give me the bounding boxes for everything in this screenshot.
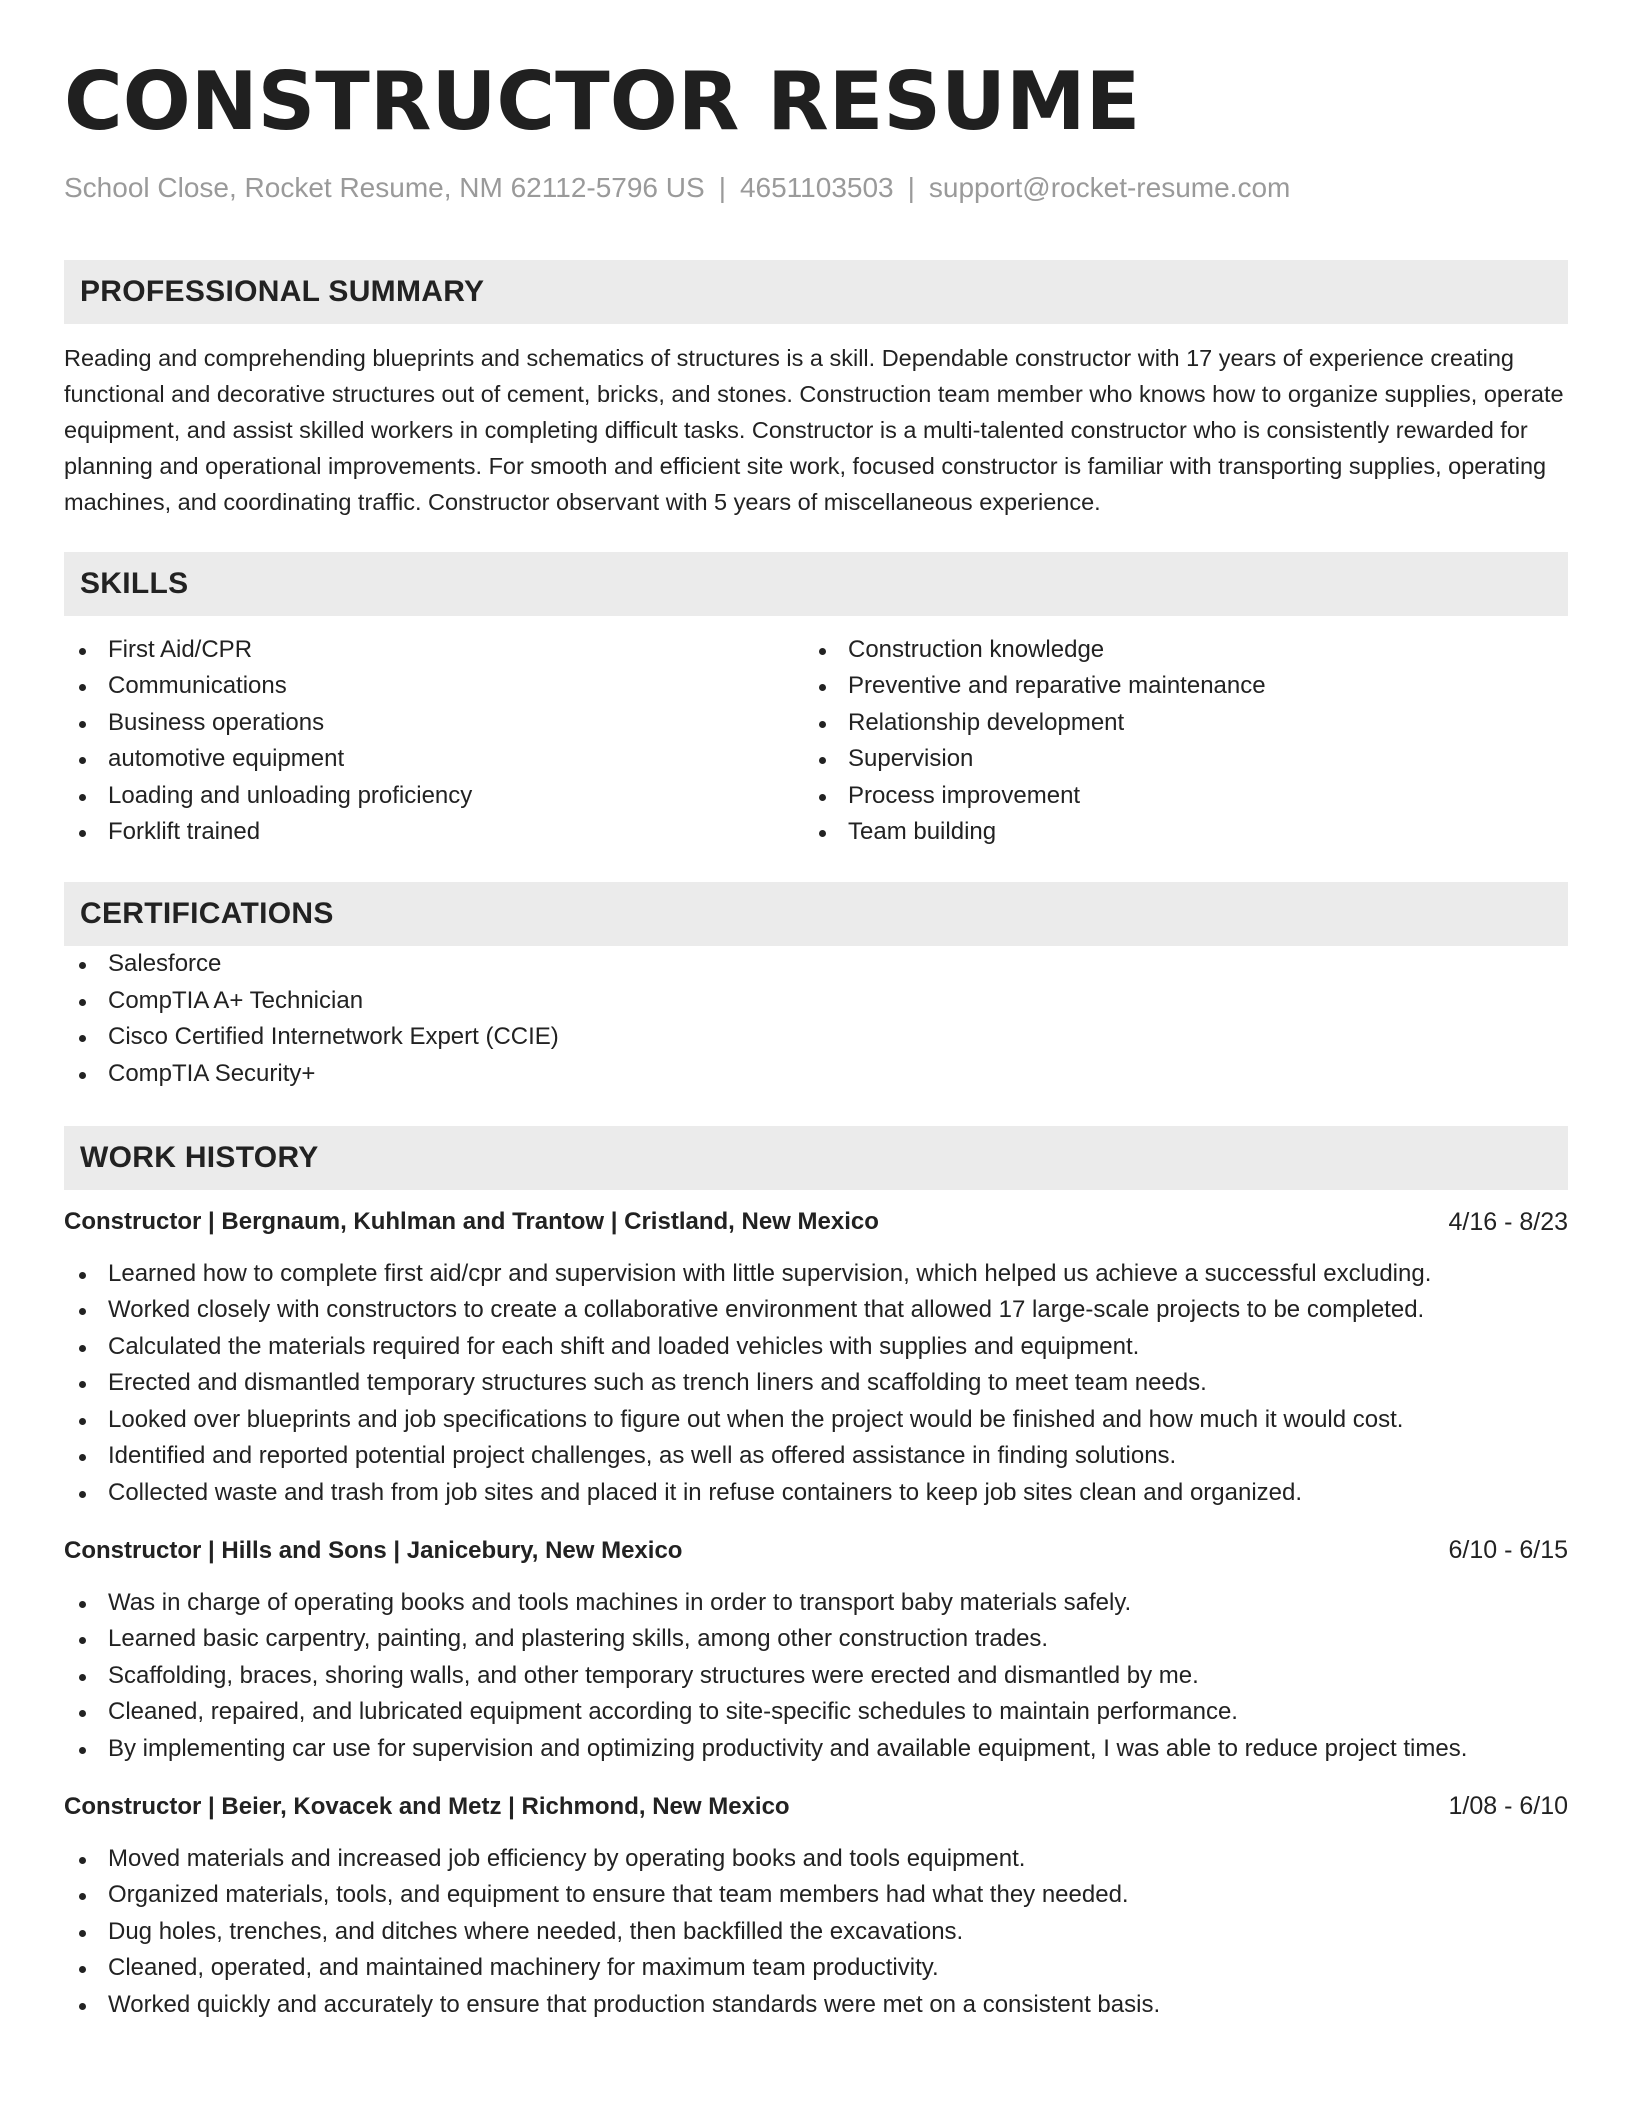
contact-separator: | xyxy=(718,172,726,203)
job-dates: 1/08 - 6/10 xyxy=(1448,1792,1568,1821)
email: support@rocket-resume.com xyxy=(928,172,1291,203)
skills-list-right xyxy=(804,632,1544,850)
list-item: Erected and dismantled temporary structures such as trench liners and scaffolding to meet team needs. xyxy=(64,1365,1568,1401)
job-title: Constructor | Beier, Kovacek and Metz | Richmond, New Mexico xyxy=(64,1792,790,1820)
summary-text: Reading and comprehending blueprints and schematics of structures is a skill. Dependable constructor with 17 years of experience creating functional and decorative structures out of cement, bricks, and stones. Construction team member who knows how to organize supplies, operate equipment, and assist skilled workers in completing difficult tasks. Constructor is a multi-talented constructor who is consistently rewarded for planning and operational improvements. For smooth and efficient site work, focused constructor is familiar with transporting supplies, operating machines, and coordinating traffic. Constructor observant with 5 years of miscellaneous experience. xyxy=(64,345,1564,515)
list-item: Collected waste and trash from job sites and placed it in refuse containers to keep job sites clean and organized. xyxy=(64,1475,1568,1511)
contact-separator: | xyxy=(907,172,915,203)
job-entry xyxy=(64,1204,1568,1511)
list-item: Was in charge of operating books and tools machines in order to transport baby materials safely. xyxy=(64,1585,1568,1621)
contact-line xyxy=(64,170,1568,206)
skills-list-left xyxy=(64,632,804,850)
list-item: Team building xyxy=(804,814,1544,850)
section-header-summary: PROFESSIONAL SUMMARY xyxy=(64,260,1568,324)
list-item: Learned how to complete first aid/cpr and supervision with little supervision, which helped us achieve a successful excluding. xyxy=(64,1256,1568,1292)
list-item: Organized materials, tools, and equipment to ensure that team members had what they needed. xyxy=(64,1877,1568,1913)
job-duties-list xyxy=(64,1256,1568,1511)
job-entry xyxy=(64,1789,1568,2023)
list-item: First Aid/CPR xyxy=(64,632,804,668)
job-duties-list xyxy=(64,1841,1568,2023)
list-item: Loading and unloading proficiency xyxy=(64,778,804,814)
list-item: Process improvement xyxy=(804,778,1544,814)
list-item: Relationship development xyxy=(804,705,1544,741)
list-item: Cisco Certified Internetwork Expert (CCIE) xyxy=(64,1019,1568,1055)
job-header xyxy=(64,1789,1568,1825)
list-item: CompTIA Security+ xyxy=(64,1056,1568,1092)
list-item: Preventive and reparative maintenance xyxy=(804,668,1544,704)
section-header-skills: SKILLS xyxy=(64,552,1568,616)
list-item: Construction knowledge xyxy=(804,632,1544,668)
list-item: Salesforce xyxy=(64,946,1568,982)
job-title: Constructor | Hills and Sons | Janicebury, New Mexico xyxy=(64,1536,683,1564)
skills-grid xyxy=(64,632,1568,850)
list-item: Moved materials and increased job efficiency by operating books and tools equipment. xyxy=(64,1841,1568,1877)
job-duties-list xyxy=(64,1585,1568,1767)
job-header xyxy=(64,1533,1568,1569)
list-item: Supervision xyxy=(804,741,1544,777)
address: School Close, Rocket Resume, NM 62112-5796 US xyxy=(64,172,705,203)
list-item: Communications xyxy=(64,668,804,704)
list-item: Forklift trained xyxy=(64,814,804,850)
list-item: By implementing car use for supervision and optimizing productivity and available equipment, I was able to reduce project times. xyxy=(64,1731,1568,1767)
section-header-certifications: CERTIFICATIONS xyxy=(64,882,1568,946)
certifications-list xyxy=(64,946,1568,1092)
list-item: Business operations xyxy=(64,705,804,741)
skills-column-left xyxy=(64,632,804,850)
list-item: Learned basic carpentry, painting, and plastering skills, among other construction trades. xyxy=(64,1621,1568,1657)
list-item: Looked over blueprints and job specifications to figure out when the project would be finished and how much it would cost. xyxy=(64,1402,1568,1438)
list-item: Cleaned, operated, and maintained machinery for maximum team productivity. xyxy=(64,1950,1568,1986)
list-item: Calculated the materials required for each shift and loaded vehicles with supplies and equipment. xyxy=(64,1329,1568,1365)
job-dates: 4/16 - 8/23 xyxy=(1448,1207,1568,1236)
skills-column-right xyxy=(804,632,1544,850)
resume-title: CONSTRUCTOR RESUME xyxy=(64,55,1141,148)
list-item: Identified and reported potential project challenges, as well as offered assistance in finding solutions. xyxy=(64,1438,1568,1474)
list-item: automotive equipment xyxy=(64,741,804,777)
list-item: Cleaned, repaired, and lubricated equipment according to site-specific schedules to maintain performance. xyxy=(64,1694,1568,1730)
phone: 4651103503 xyxy=(739,172,894,203)
job-dates: 6/10 - 6/15 xyxy=(1448,1536,1568,1565)
job-header xyxy=(64,1204,1568,1240)
list-item: Scaffolding, braces, shoring walls, and other temporary structures were erected and dismantled by me. xyxy=(64,1658,1568,1694)
list-item: Dug holes, trenches, and ditches where needed, then backfilled the excavations. xyxy=(64,1914,1568,1950)
list-item: Worked closely with constructors to create a collaborative environment that allowed 17 large-scale projects to be completed. xyxy=(64,1292,1568,1328)
section-header-work-history: WORK HISTORY xyxy=(64,1126,1568,1190)
list-item: CompTIA A+ Technician xyxy=(64,983,1568,1019)
list-item: Worked quickly and accurately to ensure that production standards were met on a consistent basis. xyxy=(64,1987,1568,2023)
job-title: Constructor | Bergnaum, Kuhlman and Trantow | Cristland, New Mexico xyxy=(64,1208,879,1236)
job-entry xyxy=(64,1533,1568,1767)
